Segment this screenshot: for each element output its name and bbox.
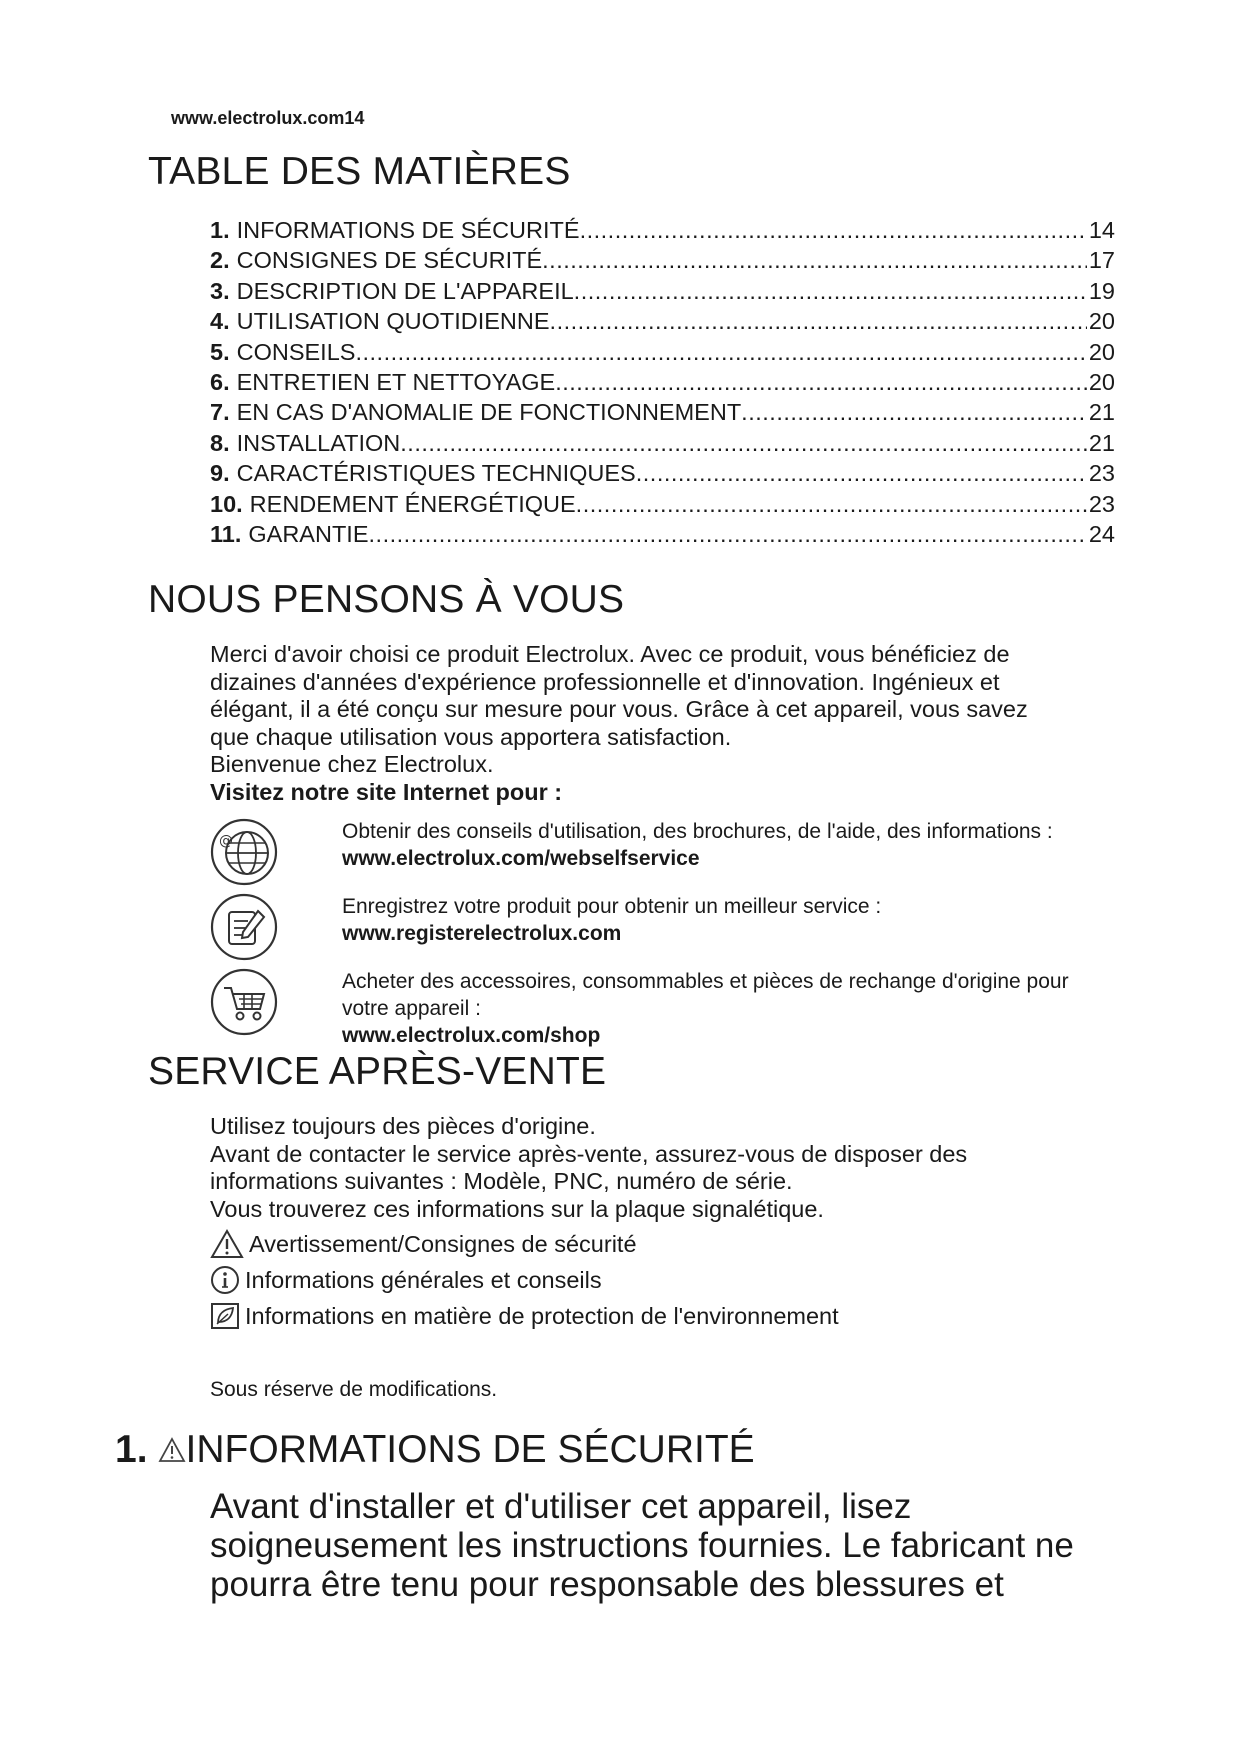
visit-website-label: Visitez notre site Internet pour : <box>210 778 563 805</box>
toc-entry-page: 23 <box>1088 490 1115 517</box>
globe-icon <box>210 818 278 886</box>
legend-item-warning <box>210 1226 839 1262</box>
table-of-contents <box>210 217 1115 551</box>
section-title: INFORMATIONS DE SÉCURITÉ <box>185 1428 755 1471</box>
toc-entry-page: 14 <box>1088 217 1115 243</box>
service-line: Avant de contacter le service après-vente, assurez-vous de disposer des <box>210 1140 968 1167</box>
toc-entry-label: RENDEMENT ÉNERGÉTIQUE <box>249 490 576 517</box>
toc-leader-dots <box>741 399 1087 426</box>
web-item-webselfservice <box>210 818 1120 888</box>
toc-leader-dots <box>580 217 1087 244</box>
toc-entry-label: ENTRETIEN ET NETTOYAGE <box>236 368 556 395</box>
toc-entry-number: 3. <box>210 277 230 304</box>
toc-entry[interactable] <box>210 278 1115 308</box>
toc-entry-page: 24 <box>1088 520 1115 547</box>
toc-leader-dots <box>542 247 1087 274</box>
web-item-description: Enregistrez votre produit pour obtenir un meilleur service : <box>342 895 882 918</box>
toc-entry-number: 10. <box>210 490 243 517</box>
environment-icon <box>210 1302 240 1330</box>
toc-leader-dots <box>576 491 1087 518</box>
toc-entry-page: 23 <box>1088 460 1115 487</box>
intro-paragraph <box>210 641 1028 807</box>
intro-line: que chaque utilisation vous apportera satisfaction. <box>210 723 732 750</box>
toc-entry[interactable] <box>210 308 1115 338</box>
toc-entry-page: 17 <box>1088 247 1115 274</box>
toc-entry-label: GARANTIE <box>248 520 369 547</box>
section-1-line: soigneusement les instructions fournies. Le fabricant ne <box>210 1526 1074 1565</box>
toc-leader-dots <box>574 278 1087 305</box>
toc-entry-page: 20 <box>1088 368 1115 395</box>
toc-entry[interactable] <box>210 430 1115 460</box>
toc-entry[interactable] <box>210 491 1115 521</box>
toc-entry[interactable] <box>210 399 1115 429</box>
toc-entry-label: CONSEILS <box>236 338 356 365</box>
toc-entry-number: 9. <box>210 460 230 487</box>
web-item-description: Acheter des accessoires, consommables et pièces de rechange d'origine pour <box>342 970 1069 993</box>
toc-entry-label: EN CAS D'ANOMALIE DE FONCTIONNEMENT <box>236 399 742 426</box>
toc-entry[interactable] <box>210 339 1115 369</box>
legend-label: Informations en matière de protection de l'environnement <box>245 1302 839 1329</box>
toc-entry-page: 19 <box>1088 277 1115 304</box>
web-item-link[interactable]: www.electrolux.com/shop <box>342 1024 601 1047</box>
modifications-note: Sous réserve de modifications. <box>210 1378 498 1401</box>
toc-entry-number: 2. <box>210 247 230 274</box>
service-line: informations suivantes : Modèle, PNC, numéro de série. <box>210 1168 793 1195</box>
section-number: 1. <box>115 1428 148 1471</box>
section-1-line: pourra être tenu pour responsable des blessures et <box>210 1565 1004 1604</box>
service-paragraph <box>210 1113 967 1223</box>
header-url: www.electrolux.com14 <box>171 108 365 128</box>
web-item-link[interactable]: www.electrolux.com/webselfservice <box>342 847 700 870</box>
toc-entry-page: 21 <box>1088 429 1115 456</box>
service-line: Utilisez toujours des pièces d'origine. <box>210 1113 596 1139</box>
web-item-description: votre appareil : <box>342 997 481 1020</box>
cart-icon <box>210 968 278 1036</box>
warning-icon <box>158 1437 186 1463</box>
web-item-description: Obtenir des conseils d'utilisation, des brochures, de l'aide, des informations : <box>342 820 1053 843</box>
toc-entry-number: 7. <box>210 399 230 426</box>
intro-line: Merci d'avoir choisi ce produit Electrolux. Avec ce produit, vous bénéficiez de <box>210 641 1010 667</box>
section-1-line: Avant d'installer et d'utiliser cet appareil, lisez <box>210 1487 912 1526</box>
symbol-legend <box>210 1226 839 1334</box>
toc-entry-number: 4. <box>210 308 230 335</box>
register-icon <box>210 893 278 961</box>
toc-entry-page: 21 <box>1088 399 1115 426</box>
warning-icon <box>210 1229 244 1259</box>
toc-entry-label: UTILISATION QUOTIDIENNE <box>236 308 550 335</box>
intro-line: élégant, il a été conçu sur mesure pour vous. Grâce à cet appareil, vous savez <box>210 696 1028 723</box>
legend-item-info <box>210 1262 839 1298</box>
toc-leader-dots <box>400 430 1087 457</box>
toc-entry-number: 8. <box>210 429 230 456</box>
toc-entry-label: DESCRIPTION DE L'APPAREIL <box>236 277 574 304</box>
web-item-link[interactable]: www.registerelectrolux.com <box>342 922 622 945</box>
toc-entry[interactable] <box>210 521 1115 551</box>
toc-entry-label: CONSIGNES DE SÉCURITÉ <box>236 247 543 274</box>
toc-entry-number: 11. <box>210 520 242 547</box>
section-1-heading <box>115 1428 755 1472</box>
section-1-paragraph <box>210 1487 1074 1604</box>
toc-entry-number: 5. <box>210 338 230 365</box>
toc-leader-dots <box>355 339 1086 366</box>
toc-entry-number: 6. <box>210 368 230 395</box>
toc-entry[interactable] <box>210 217 1115 247</box>
svg-text:@: @ <box>219 833 233 849</box>
toc-entry-label: INFORMATIONS DE SÉCURITÉ <box>236 217 580 243</box>
toc-entry[interactable] <box>210 460 1115 490</box>
toc-entry-label: INSTALLATION <box>236 429 401 456</box>
legend-label: Avertissement/Consignes de sécurité <box>249 1230 637 1257</box>
toc-entry-page: 20 <box>1088 338 1115 365</box>
service-line: Vous trouverez ces informations sur la plaque signalétique. <box>210 1195 824 1222</box>
toc-entry[interactable] <box>210 369 1115 399</box>
toc-entry-number: 1. <box>210 217 230 243</box>
toc-leader-dots <box>550 308 1087 335</box>
legend-item-environment <box>210 1298 839 1334</box>
toc-entry-label: CARACTÉRISTIQUES TECHNIQUES <box>236 460 636 487</box>
service-title: SERVICE APRÈS-VENTE <box>148 1050 607 1093</box>
toc-leader-dots <box>636 460 1087 487</box>
intro-line: Bienvenue chez Electrolux. <box>210 751 494 778</box>
toc-entry[interactable] <box>210 247 1115 277</box>
toc-leader-dots <box>369 521 1087 548</box>
web-item-register <box>210 893 1120 963</box>
info-icon <box>210 1265 240 1295</box>
intro-line: dizaines d'années d'expérience professionnelle et d'innovation. Ingénieux et <box>210 668 1000 695</box>
legend-label: Informations générales et conseils <box>245 1266 602 1293</box>
web-item-shop <box>210 968 1120 1050</box>
toc-leader-dots <box>555 369 1087 396</box>
intro-title: NOUS PENSONS À VOUS <box>148 578 625 621</box>
toc-title: TABLE DES MATIÈRES <box>148 150 571 193</box>
toc-entry-page: 20 <box>1088 308 1115 335</box>
